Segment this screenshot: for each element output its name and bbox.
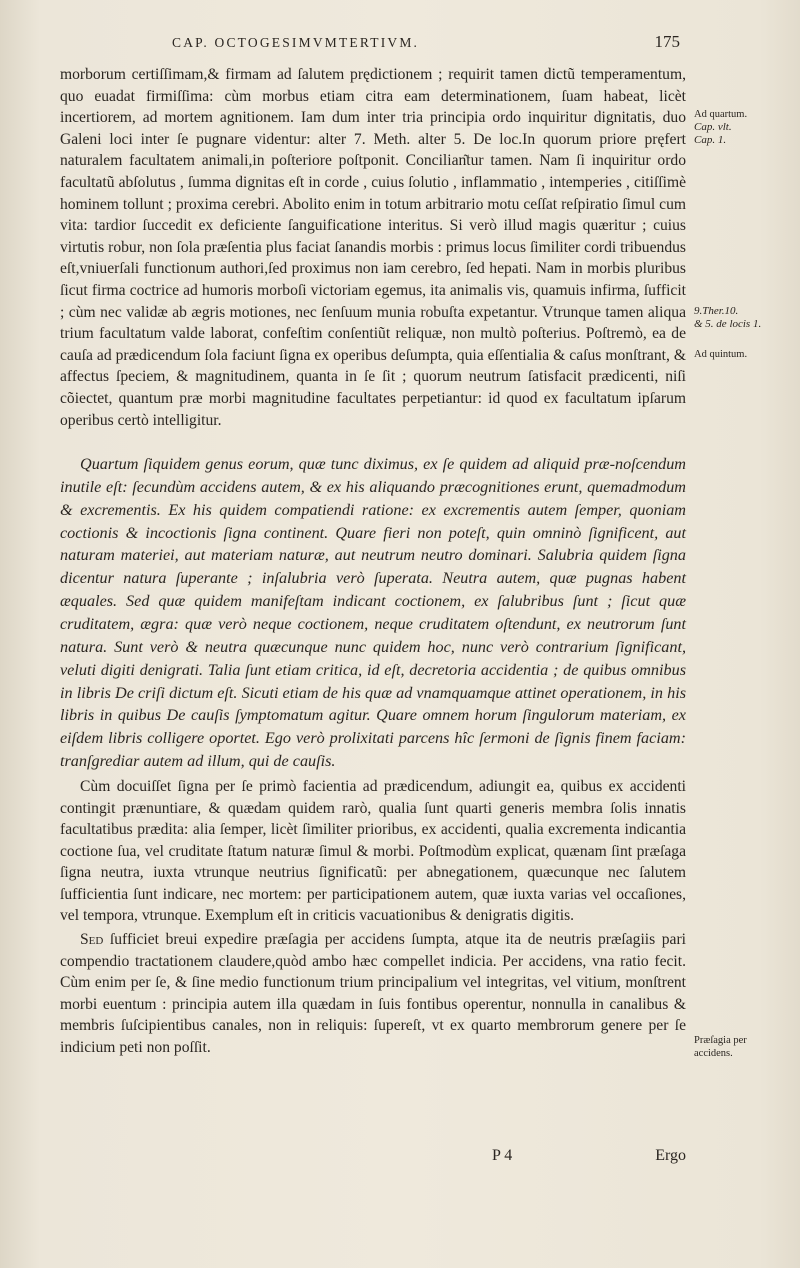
page-number: 175 <box>654 32 680 51</box>
margin-note-ad-quartum <box>694 108 800 147</box>
margin-note-line: accidens. <box>694 1048 733 1059</box>
running-head: CAP. OCTOGESIMVMTERTIVM. <box>172 35 420 50</box>
signature-mark: P 4 <box>492 1147 513 1164</box>
page-header <box>60 32 680 52</box>
commentary-paragraph-2: Cùm docuiſſet ſigna per ſe primò facientia ad prædicendum, adiungit ea, quibus ex accidenti contingit prænuntiare, & quædam quidem rarò, qualia ſunt quarti generis membra ſolis innatis facultatibus prædita: alia ſemper, licèt ſimiliter prioribus, ex accidenti, qualia excrementa indicantia coctione ſua, vel cruditate ſtatum naturæ ſimul & morbi. Poſtmodùm explicat, quænam ſint præſaga ſigna neutra, iuxta vtrunque neutrius ſignificatũ: per abnegationem, quæcunque nec ſalutem ſufficientia ſunt indicare, nec mortem: per participationem autem, quæ iuxta varias vel occaſiones, vel tempora, vtrunque. Exemplum eſt in criticis vacuationibus & denigratis digitis. <box>60 777 686 925</box>
catchword: Ergo <box>655 1147 686 1164</box>
margin-note-line: Ad quartum. <box>694 109 748 120</box>
margin-note-line: Præſagia per <box>694 1035 747 1046</box>
margin-note-line <box>694 305 768 318</box>
margin-note-therapeutic-ref <box>694 305 768 331</box>
galen-quotation-paragraph <box>60 453 686 773</box>
margin-note-ref: Cap. vlt. <box>694 121 732 133</box>
margin-note-ref: & 5. de locis 1. <box>694 318 762 330</box>
main-text-block <box>60 64 686 1059</box>
margin-note-ad-quintum: Ad quintum. <box>694 349 748 360</box>
margin-note-ref: 9.Ther.10. <box>694 305 739 317</box>
paragraph-text: ſufficiet breui expedire præſagia per accidens ſumpta, atque ita de neutris præſagiis pari compendio tractationem claudere,quòd ambo hæc compellet indicia. Per accidens, vna ratio fecit. Cùm enim per ſe, & ſine medio functionum trium principalium vel integritas, vel vitium, monſtrent morbi euentum : principia autem illa quædam in ſuis fontibus operentur, nonnulla in canalibus & membris ſuſcipientibus canales, non in reliquis: ſupereſt, vt ex quarto membrorum genere per ſe indicium peti non poſſit. <box>60 931 686 1057</box>
quotation-text: Quartum ſiquidem genus eorum, quæ tunc diximus, ex ſe quidem ad aliquid præ-noſcendum inutile eſt: ſecundùm accidens autem, & ex his aliquando præcognitiones erunt, quemadmodum & excrementis. Ex his quidem compatiendi ratione: ex excrementis autem ſemper, quoniam coctionis & incoctionis ſigna continent. Quare fieri non poteſt, quin omninò ſignificent, aut naturam materiei, aut materiam naturæ, aut neutrum neutro dominari. Salubria quidem ſigna dicentur natura ſuperante ; inſalubria verò ſuperata. Neutra autem, quæ pugnas habent æquales. Sed quæ quidem manifeſtam indicant coctionem, ex ſalubribus ſunt ; ſicut quæ cruditatem, ægra: quæ verò neque coctionem, neque cruditatem oſtendunt, ex neutrorum ſunt natura. Sunt verò & neutra quæcunque nunc quidem hoc, nunc verò contrarium ſignificant, veluti digiti denigrati. Talia ſunt etiam critica, id eſt, decretoria accidentia ; de quibus omnibus in libris De criſi dictum eſt. Sicuti etiam de his quæ ad vnamquamque attinet operationem, in his libris in quibus De cauſis ſymptomatum agitur. Quare omnem horum ſingulorum materiam, ex eiſdem libris colligere oportet. Ego verò prolixitati parcens hîc ſermoni de ſignis finem faciam: tranſgrediar autem ad illum, qui de cauſis. <box>60 455 686 771</box>
margin-note-ref: Cap. 1. <box>694 134 727 146</box>
commentary-paragraph-3 <box>60 929 686 1059</box>
margin-note-line <box>694 318 768 331</box>
margin-note-praesagia <box>694 1034 800 1060</box>
commentary-paragraph-1: morborum certiſſimam,& firmam ad ſalutem prędictionem ; requirit tamen dictũ temperamentum, quo euadat firmiſſima: cùm morbus etiam citra eam determinationem, ſuam habeat, licèt incertiorem, ad mortem agnitionem. Iam dum inter tria principia ordo inquiritur dignitatis, duo Galeni loci inter ſe pugnare videntur: alter 7. Meth. alter 5. De loc.In quorum priore pręfert naturalem facultatem animali,in poſteriore poſtponit. Concilian͂tur tamen. Nam ſi inquiritur ordo facultatũ abſolutus , ſumma dignitas eſt in corde , cuius ſolutio , inflammatio , intemperies , citiſſimè hominem tollunt ; proxima cerebri. Abolito enim in totum arbitrario motu ceſſat reſpiratio ſimul cum vita: tardior ſuccedit ex deficiente ſanguificatione interitus. Si verò illud magis quæritur ; cuius virtutis robur, non ſola præſentia plus faciat ſanandis morbis : primus locus ſimiliter cordi tribuendus eſt,vniuerſali functionum authori,ſed proximus non iam cerebro, ſed hepati. Nam in morbis pluribus ſicut firma coctrice ad humoris morboſi victoriam egemus, ita animalis vis, quamuis infirma, ſufficit ; cùm nec validæ ab ægris motiones, nec ſenſuum munia robuſta expetantur. Vtrunque tamen aliqua trium facultatum valde laborat, confeſtim conſentiũt reliquæ, non multò poſterius. Poſtremò, ea de cauſa ad prædicendum ſola faciunt ſigna ex operibus deſumpta, quia eſſentialia & caſus monſtrant, & affectus ſpeciem, & magnitudinem, quanta in ſe ſit ; quorum neutrum ſatisfacit prædicenti, niſi cõiectet, quantum præ morbi magnitudine facultates perpetiantur: id quod ex facultatum ipſarum operibus certò intelligitur. <box>60 66 686 429</box>
margin-note-line <box>694 134 800 147</box>
paragraph-lead-word: Sed <box>80 931 104 949</box>
margin-note-line <box>694 121 800 134</box>
